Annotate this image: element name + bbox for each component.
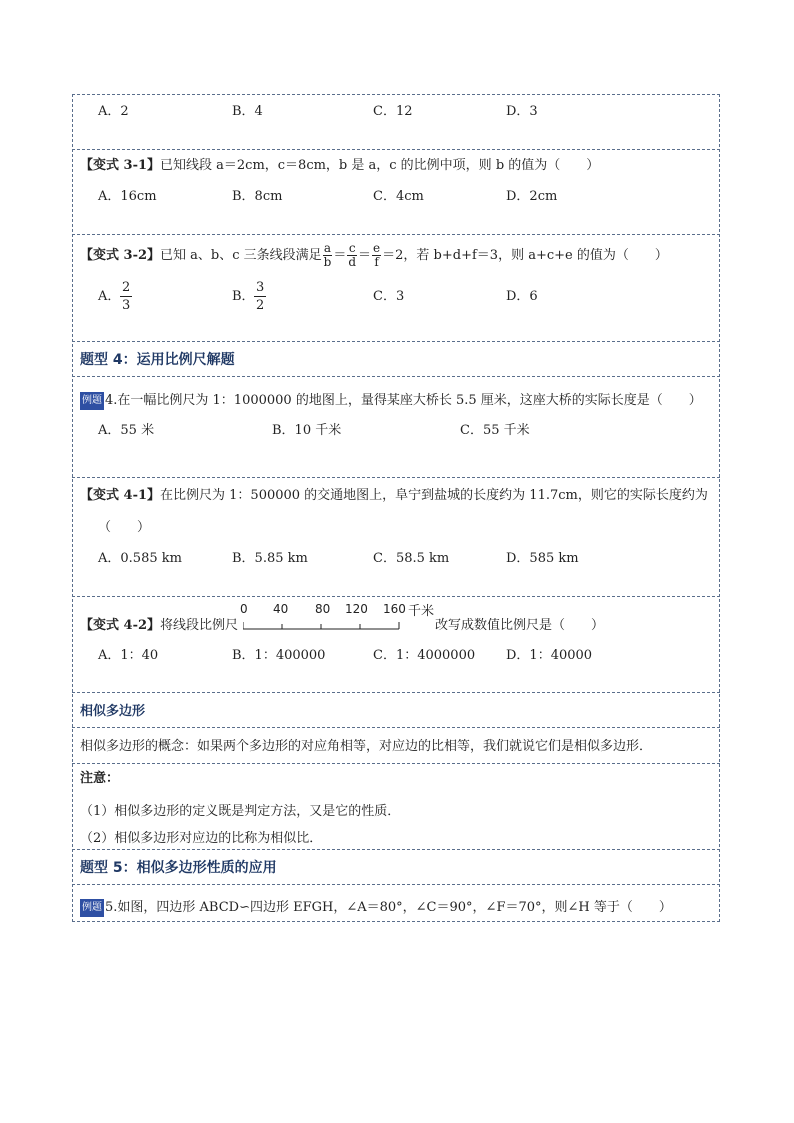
option-b: B．4 (232, 104, 263, 119)
question-4-1 (80, 488, 708, 504)
option-a-fraction: 2 3 (122, 280, 131, 313)
option-a: A．0.585 km (98, 551, 182, 566)
option-a-prefix: A． (98, 289, 121, 304)
divider (72, 234, 720, 235)
example-5 (80, 899, 672, 917)
note-title: 注意： (80, 771, 120, 786)
divider (72, 763, 720, 764)
option-b-fraction: 3 2 (256, 280, 265, 313)
question-text: ＝2，若 b+d+f＝3，则 a+c+e 的值为（ ） (382, 248, 668, 263)
topic-title: 题型 4：运用比例尺解题 (80, 352, 235, 368)
question-4-2 (80, 618, 238, 634)
option-d: D．3 (506, 104, 538, 119)
divider (72, 596, 720, 597)
option-c: C．4cm (373, 189, 424, 204)
question-text: 改写成数值比例尺是（ ） (435, 618, 605, 633)
note-item: （1）相似多边形的定义既是判定方法，又是它的性质． (80, 804, 401, 819)
example-badge: 例题 (80, 392, 104, 410)
question-3-1 (80, 158, 599, 174)
divider (72, 692, 720, 693)
example-4 (80, 392, 702, 410)
question-label: 【变式 4-2】 (80, 618, 161, 633)
option-a: A．2 (98, 104, 129, 119)
scale-tick-label: 40 (273, 602, 289, 616)
option-c: C．12 (373, 104, 413, 119)
option-a: A．55 米 (98, 423, 155, 438)
option-b-prefix: B． (232, 289, 255, 304)
question-text: 4.在一幅比例尺为 1：1000000 的地图上，量得某座大桥长 5.5 厘米，这座大桥的实际长度是（ ） (105, 393, 702, 408)
divider (72, 477, 720, 478)
divider (72, 341, 720, 342)
divider (72, 376, 720, 377)
divider (72, 727, 720, 728)
scale-tick-label: 80 (315, 602, 331, 616)
scale-tick-label: 120 (345, 602, 368, 616)
topic-title: 题型 5：相似多边形性质的应用 (80, 860, 277, 876)
question-3-2: 【变式 3-2】已知 a、b、c 三条线段满足 $\frac{a}{b}$ ＝ $\frac{c}{d}$ ＝ $\frac{e}{f}$ ＝2，若 b+d+f＝3，则 a+c+e 的值为（ ） (80, 241, 668, 269)
question-text: 已知线段 a＝2cm，c＝8cm，b 是 a，c 的比例中项，则 b 的值为（ ） (160, 158, 600, 173)
scale-unit: 千米 (408, 604, 435, 619)
option-b: B．1：400000 (232, 648, 326, 663)
concept-text: 相似多边形的概念：如果两个多边形的对应角相等，对应边的比相等，我们就说它们是相似多边形． (80, 739, 653, 754)
option-d: D．585 km (506, 551, 579, 566)
example-badge: 例题 (80, 899, 104, 917)
option-c: C．1：4000000 (373, 648, 476, 663)
question-label: 【变式 3-1】 (80, 158, 161, 173)
scale-bar (243, 619, 403, 633)
question-text: 已知 a、b、c 三条线段满足 (160, 248, 322, 263)
scale-tick-label: 0 (240, 602, 248, 616)
fraction: $\frac{c}{d}$ (348, 241, 357, 269)
question-text: 5.如图，四边形 ABCD∽四边形 EFGH，∠A＝80°，∠C＝90°，∠F＝70°，则∠H 等于（ ） (105, 900, 672, 915)
option-a: A．16cm (98, 189, 157, 204)
option-d: D．2cm (506, 189, 558, 204)
option-b: B．8cm (232, 189, 283, 204)
option-b: B．5.85 km (232, 551, 308, 566)
note-item: （2）相似多边形对应边的比称为相似比． (80, 831, 323, 846)
divider (72, 849, 720, 850)
section-title: 相似多边形 (80, 704, 146, 719)
option-c: C．58.5 km (373, 551, 450, 566)
divider (72, 149, 720, 150)
fraction: $\frac{e}{f}$ (373, 241, 381, 269)
content-frame (72, 94, 720, 922)
option-d: D．6 (506, 289, 538, 304)
divider (72, 884, 720, 885)
question-label: 【变式 4-1】 (80, 488, 161, 503)
question-label: 【变式 3-2】 (80, 248, 161, 263)
question-text: 将线段比例尺 (160, 618, 239, 633)
fraction: $\frac{a}{b}$ (323, 241, 332, 269)
question-4-1-line2: （ ） (98, 520, 151, 535)
option-a: A．1：40 (98, 648, 159, 663)
option-c: C．55 千米 (460, 423, 530, 438)
question-text: 在比例尺为 1：500000 的交通地图上，阜宁到盐城的长度约为 11.7cm，则它的实际长度约为 (160, 488, 708, 503)
option-c: C．3 (373, 289, 405, 304)
option-b: B．10 千米 (272, 423, 342, 438)
scale-tick-label: 160 (383, 602, 406, 616)
option-d: D．1：40000 (506, 648, 593, 663)
